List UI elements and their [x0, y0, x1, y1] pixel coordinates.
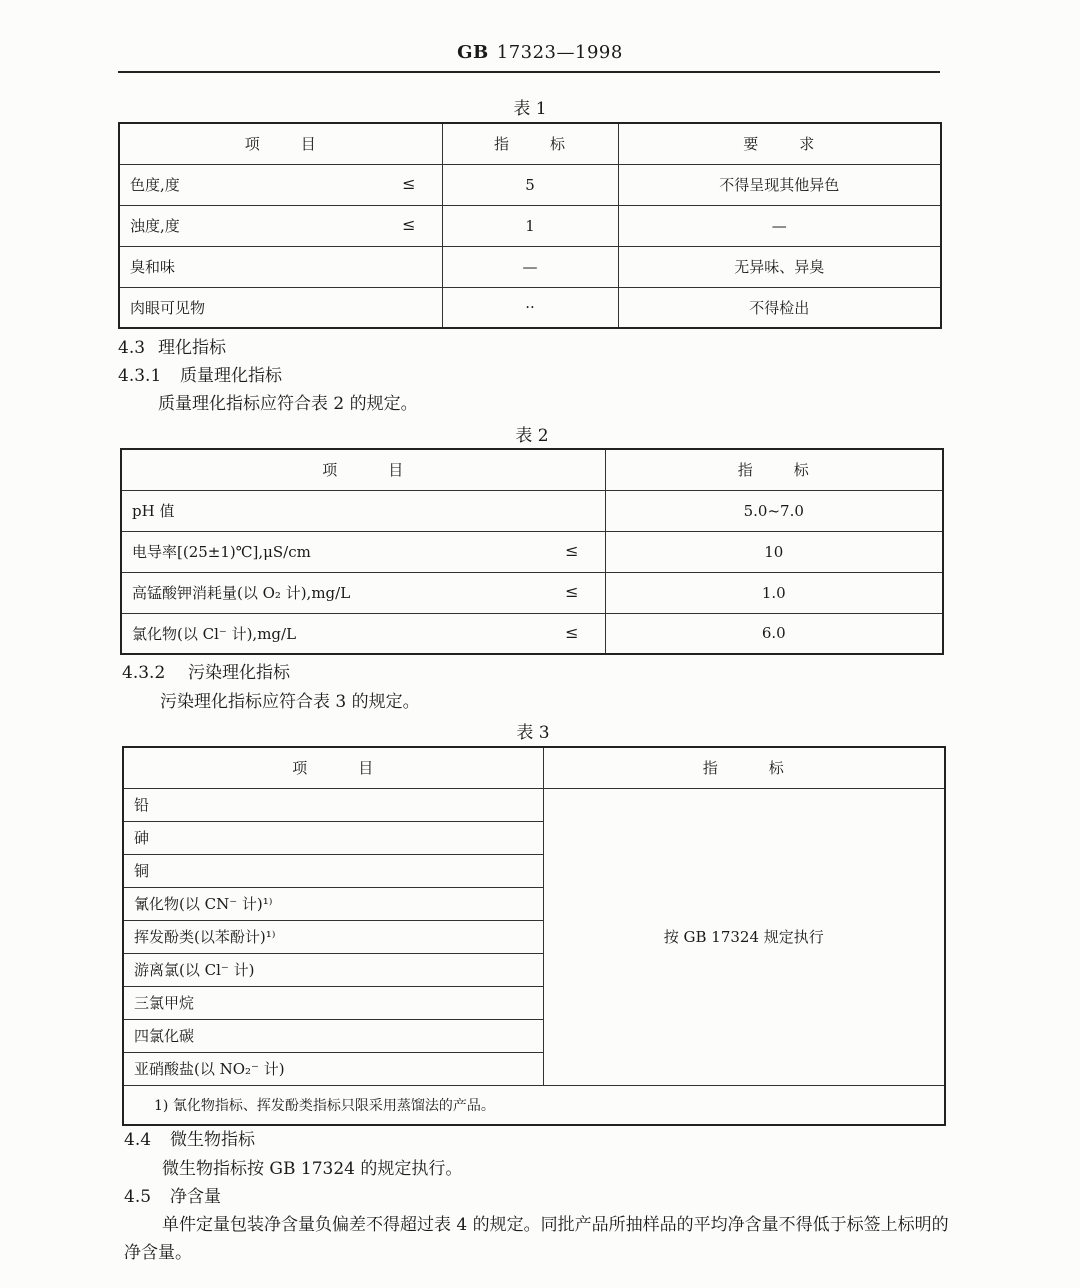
- table-cell-item: pH 值: [121, 490, 605, 531]
- table3-header-item: 项 目: [123, 747, 543, 788]
- section-4-3-1-text: 质量理化指标应符合表 2 的规定。: [158, 394, 418, 414]
- table-cell-item: 臭和味: [119, 246, 442, 287]
- table2-header-row: [121, 449, 943, 490]
- comparison-symbol: ≤: [565, 622, 579, 642]
- table-cell-item: 肉眼可见物: [119, 287, 442, 328]
- standard-prefix: GB: [457, 42, 489, 63]
- table-cell-item: 色度,度 ≤: [119, 164, 442, 205]
- section-4-4-text: 微生物指标按 GB 17324 的规定执行。: [162, 1159, 463, 1179]
- standard-number: 17323—1998: [496, 42, 623, 63]
- comparison-symbol: ≤: [402, 215, 416, 234]
- table2-header-index: 指 标: [605, 449, 943, 490]
- table-row: [121, 490, 943, 531]
- table2-caption: 表 2: [515, 426, 549, 446]
- section-4-5-text: 单件定量包装净含量负偏差不得超过表 4 的规定。同批产品所抽样品的平均净含量不得低于标签上标明的净含量。: [124, 1215, 949, 1263]
- section-4-3-1-heading: 4.3.1 质量理化指标: [118, 366, 282, 386]
- table-cell-requirement: 无异味、异臭: [618, 246, 941, 287]
- table2: [120, 448, 944, 655]
- table-row: [119, 287, 941, 328]
- comparison-symbol: ≤: [565, 582, 579, 601]
- header-divider: [118, 71, 940, 73]
- table-row: [121, 531, 943, 572]
- table3: [122, 746, 946, 1126]
- table-cell-value: —: [442, 246, 618, 287]
- table3-footnote: 1) 氰化物指标、挥发酚类指标只限采用蒸馏法的产品。: [123, 1085, 945, 1125]
- section-4-3-heading: 4.3 理化指标: [118, 338, 226, 358]
- table-cell-requirement: 不得呈现其他异色: [618, 164, 941, 205]
- table-cell-item: 浊度,度 ≤: [119, 205, 442, 246]
- table-cell-requirement: —: [618, 205, 941, 246]
- table-row: [123, 788, 945, 821]
- table-cell-item: 铜: [123, 854, 543, 887]
- table1-caption: 表 1: [513, 99, 547, 119]
- table-row: [121, 572, 943, 613]
- table-row: [119, 164, 941, 205]
- table-cell-requirement: 不得检出: [618, 287, 941, 328]
- table-cell-value: 10: [605, 531, 943, 572]
- table-cell-item: 砷: [123, 821, 543, 854]
- table-cell-value: 1.0: [605, 572, 943, 613]
- table3-caption: 表 3: [516, 723, 550, 743]
- table-cell-value: 5.0~7.0: [605, 490, 943, 531]
- section-4-3-2-text: 污染理化指标应符合表 3 的规定。: [160, 692, 420, 712]
- table-cell-item: 亚硝酸盐(以 NO₂⁻ 计): [123, 1052, 543, 1085]
- table3-header-index: 指 标: [543, 747, 945, 788]
- table-row: [119, 246, 941, 287]
- table1-header-index: 指 标: [442, 123, 618, 164]
- table3-footnote-row: [123, 1085, 945, 1125]
- table-cell-item: 铅: [123, 788, 543, 821]
- table1-header-item: 项 目: [119, 123, 442, 164]
- table-cell-item: 游离氯(以 Cl⁻ 计): [123, 953, 543, 986]
- section-4-5-heading: 4.5 净含量: [124, 1187, 221, 1207]
- table-cell-item: 三氯甲烷: [123, 986, 543, 1019]
- table-cell-item: 氰化物(以 CN⁻ 计)¹⁾: [123, 887, 543, 920]
- table-cell-value: ··: [442, 287, 618, 328]
- table-cell-item: 四氯化碳: [123, 1019, 543, 1052]
- table-cell-value: 5: [442, 164, 618, 205]
- table2-header-item: 项 目: [121, 449, 605, 490]
- table-cell-value: 6.0: [605, 613, 943, 654]
- table1: [118, 122, 942, 329]
- table-cell-item: 高锰酸钾消耗量(以 O₂ 计),mg/L ≤: [121, 572, 605, 613]
- table-cell-item: 电导率[(25±1)℃],μS/cm ≤: [121, 531, 605, 572]
- table-row: [121, 613, 943, 654]
- table3-header-row: [123, 747, 945, 788]
- table-row: [119, 205, 941, 246]
- document-code: [0, 42, 1080, 63]
- table1-header-row: [119, 123, 941, 164]
- table-cell-item: 挥发酚类(以苯酚计)¹⁾: [123, 920, 543, 953]
- section-4-3-2-heading: 4.3.2 污染理化指标: [122, 663, 290, 683]
- table3-merged-value: 按 GB 17324 规定执行: [543, 788, 945, 1085]
- table1-header-requirement: 要 求: [618, 123, 941, 164]
- table-cell-value: 1: [442, 205, 618, 246]
- table-cell-item: 氯化物(以 Cl⁻ 计),mg/L ≤: [121, 613, 605, 654]
- section-4-4-heading: 4.4 微生物指标: [124, 1130, 255, 1150]
- comparison-symbol: ≤: [565, 541, 579, 560]
- comparison-symbol: ≤: [402, 174, 416, 193]
